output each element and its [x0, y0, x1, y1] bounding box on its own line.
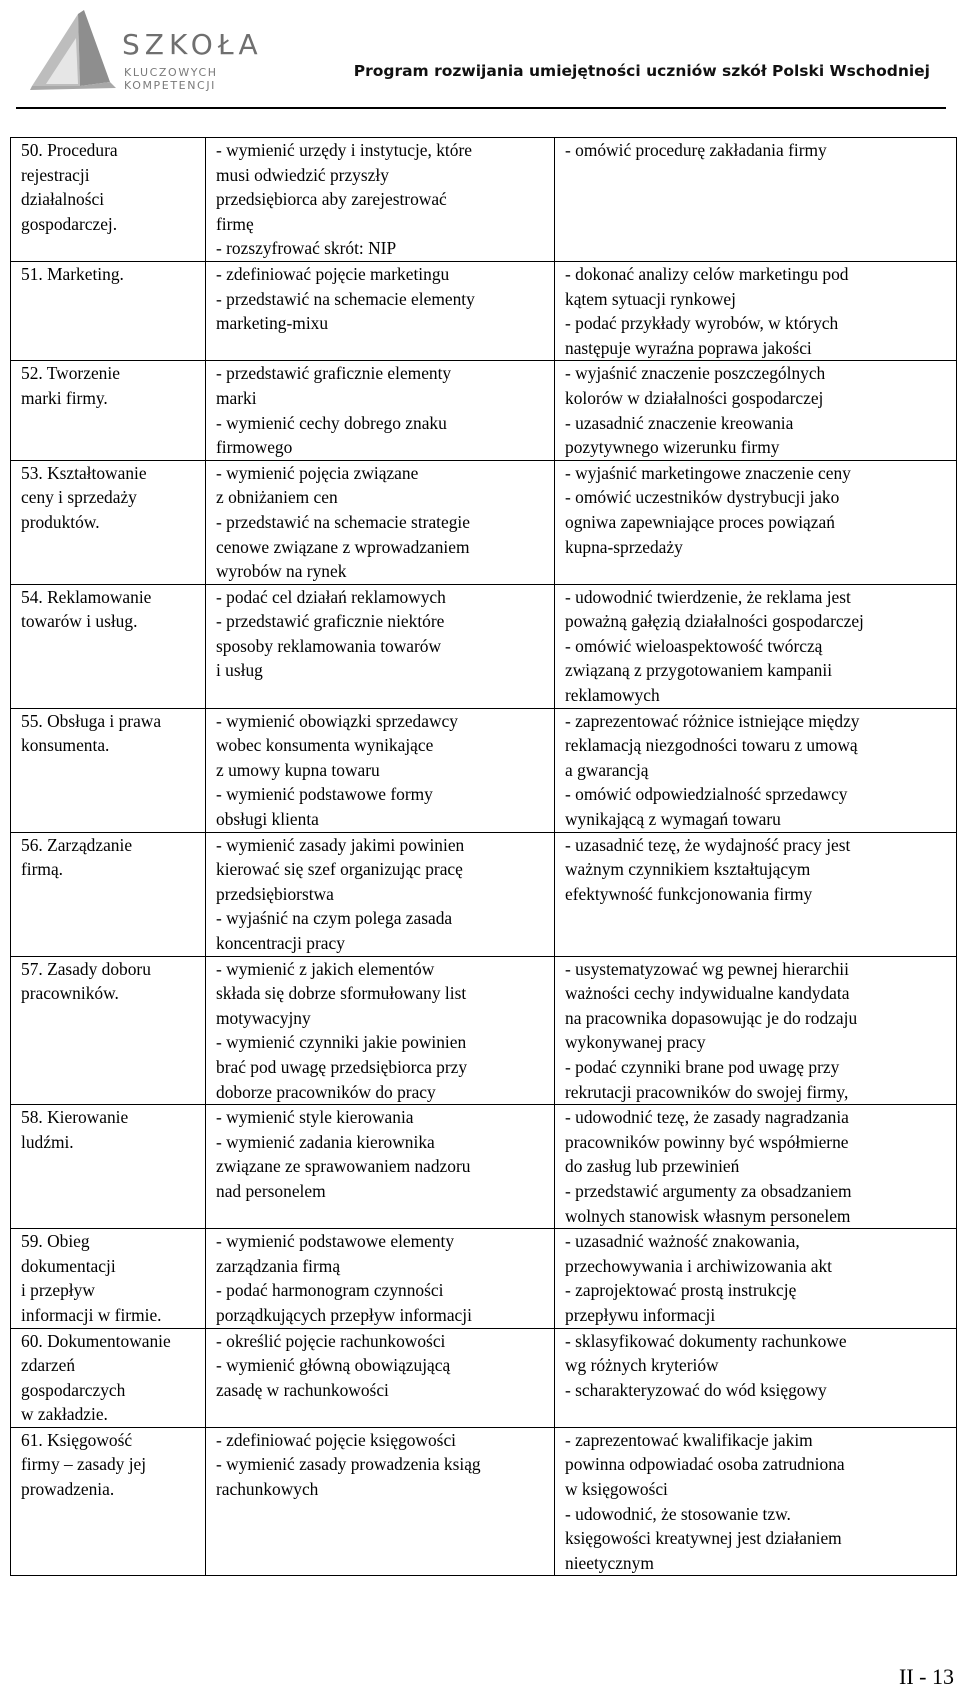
requirement-line: - wymienić podstawowe elementy — [216, 1231, 455, 1252]
requirement-line: - omówić odpowiedzialność sprzedawcy — [565, 784, 848, 805]
requirement-line: reklamowych — [565, 685, 660, 706]
topic-cell: 51. Marketing. — [11, 261, 206, 360]
requirement-line: na pracownika dopasowując je do rodzaju — [565, 1007, 858, 1028]
topic-cell: 58. Kierowanie ludźmi. — [11, 1105, 206, 1229]
requirement-line: księgowości kreatywnej jest działaniem — [565, 1528, 842, 1549]
basic-requirements-cell — [206, 1427, 555, 1576]
requirement-line: reklamacją niezgodności towaru z umową — [565, 735, 858, 756]
page-header — [0, 0, 960, 112]
requirement-line: wobec konsumenta wynikające — [216, 735, 434, 756]
requirement-line: firmowego — [216, 437, 293, 458]
extended-requirements-cell — [555, 956, 957, 1105]
requirement-line: wykonywanej pracy — [565, 1032, 706, 1053]
requirement-line: - udowodnić tezę, że zasady nagradzania — [565, 1107, 849, 1128]
basic-requirements-cell — [206, 956, 555, 1105]
table-row — [11, 261, 957, 360]
topic-cell: 60. Dokumentowanie zdarzeń gospodarczych w zakładzie. — [11, 1328, 206, 1427]
extended-requirements-cell — [555, 832, 957, 956]
requirement-line: - wymienić zasady jakimi powinien — [216, 834, 465, 855]
extended-requirements-cell — [555, 1427, 957, 1576]
requirement-line: przedsiębiorca aby zarejestrować — [216, 189, 447, 210]
requirement-line: - wymienić z jakich elementów — [216, 958, 435, 979]
requirement-line: - przedstawić graficznie elementy — [216, 363, 452, 384]
requirement-line: - udowodnić twierdzenie, że reklama jest — [565, 586, 851, 607]
requirement-line: - omówić wieloaspektowość twórczą — [565, 635, 823, 656]
page-number: II - 13 — [899, 1664, 954, 1689]
topic-cell: 54. Reklamowanie towarów i usług. — [11, 584, 206, 708]
requirement-line: - wymienić zadania kierownika — [216, 1131, 435, 1152]
extended-requirements-cell — [555, 1105, 957, 1229]
requirement-line: poważną gałęzią działalności gospodarczej — [565, 611, 864, 632]
requirement-line: a gwarancją — [565, 759, 649, 780]
requirement-line: - wymienić główną obowiązującą — [216, 1355, 451, 1376]
basic-requirements-cell — [206, 460, 555, 584]
requirement-line: porządkujących przepływ informacji — [216, 1304, 472, 1325]
requirement-line: - dokonać analizy celów marketingu pod — [565, 263, 849, 284]
extended-requirements-cell — [555, 584, 957, 708]
requirement-line: cenowe związane z wprowadzaniem — [216, 536, 470, 557]
curriculum-table-body — [11, 138, 957, 1576]
requirement-line: koncentracji pracy — [216, 933, 345, 953]
basic-requirements-cell — [206, 584, 555, 708]
requirement-line: przechowywania i archiwizowania akt — [565, 1255, 833, 1276]
requirement-line: doborze pracowników do pracy — [216, 1081, 436, 1102]
table-row — [11, 708, 957, 832]
basic-requirements-cell — [206, 1328, 555, 1427]
logo — [26, 8, 276, 90]
topic-cell: 59. Obieg dokumentacji i przepływ informacji w firmie. — [11, 1229, 206, 1328]
requirement-line: składa się dobrze sformułowany list — [216, 983, 467, 1004]
requirement-line: w księgowości — [565, 1479, 668, 1500]
basic-requirements-cell — [206, 261, 555, 360]
table-row — [11, 1105, 957, 1229]
requirement-line: przedsiębiorstwa — [216, 883, 334, 904]
requirement-line: ważności cechy indywidualne kandydata — [565, 983, 850, 1004]
program-title: Program rozwijania umiejętności uczniów szkół Polski Wschodniej — [353, 62, 930, 80]
extended-requirements-cell — [555, 361, 957, 460]
requirement-line: - zdefiniować pojęcie marketingu — [216, 263, 450, 284]
requirement-line: - usystematyzować wg pewnej hierarchii — [565, 958, 849, 979]
requirement-line: - omówić uczestników dystrybucji jako — [565, 487, 840, 508]
basic-requirements-cell — [206, 832, 555, 956]
requirement-line: - wymienić podstawowe formy — [216, 784, 433, 805]
requirement-line: - zdefiniować pojęcie księgowości — [216, 1429, 456, 1450]
requirement-line: ogniwa zapewniające proces powiązań — [565, 511, 835, 532]
requirement-line: wolnych stanowisk własnym personelem — [565, 1205, 851, 1226]
requirement-line: - omówić procedurę zakładania firmy — [565, 140, 827, 160]
requirement-line: - wymienić cechy dobrego znaku — [216, 412, 447, 433]
requirement-line: kątem sytuacji rynkowej — [565, 288, 736, 309]
requirement-line: - wymienić czynniki jakie powinien — [216, 1032, 467, 1053]
requirement-line: - zaprezentować różnice istniejące między — [565, 710, 860, 731]
requirement-line: - zaprezentować kwalifikacje jakim — [565, 1429, 813, 1450]
requirement-line: musi odwiedzić przyszły — [216, 164, 389, 185]
table-row — [11, 361, 957, 460]
requirement-line: pracowników powinny być współmierne — [565, 1131, 849, 1152]
table-row — [11, 584, 957, 708]
topic-cell: 56. Zarządzanie firmą. — [11, 832, 206, 956]
requirement-line: - wyjaśnić znaczenie poszczególnych — [565, 363, 826, 384]
extended-requirements-cell — [555, 1229, 957, 1328]
table-row — [11, 1427, 957, 1576]
requirement-line: obsługi klienta — [216, 809, 319, 830]
requirement-line: - zaprojektować prostą instrukcję — [565, 1280, 797, 1301]
requirement-line: - podać czynniki brane pod uwagę przy — [565, 1056, 840, 1077]
requirement-line: - scharakteryzować do wód księgowy — [565, 1379, 827, 1400]
requirement-line: marki — [216, 387, 257, 408]
table-row — [11, 1229, 957, 1328]
requirement-line: - wymienić obowiązki sprzedawcy — [216, 710, 458, 731]
topic-cell: 61. Księgowość firmy – zasady jej prowadzenia. — [11, 1427, 206, 1576]
requirement-line: - udowodnić, że stosowanie tzw. — [565, 1503, 791, 1524]
requirement-line: z umowy kupna towaru — [216, 759, 380, 780]
requirement-line: powinna odpowiadać osoba zatrudniona — [565, 1454, 845, 1475]
requirement-line: - uzasadnić tezę, że wydajność pracy jest — [565, 834, 851, 855]
requirement-line: nieetycznym — [565, 1552, 654, 1573]
table-row — [11, 460, 957, 584]
requirement-line: następuje wyraźna poprawa jakości — [565, 337, 812, 358]
requirement-line: zasadę w rachunkowości — [216, 1379, 389, 1400]
topic-cell: 55. Obsługa i prawa konsumenta. — [11, 708, 206, 832]
extended-requirements-cell — [555, 460, 957, 584]
table-row — [11, 138, 957, 262]
requirement-line: - podać przykłady wyrobów, w których — [565, 313, 839, 334]
requirement-line: - przedstawić argumenty za obsadzaniem — [565, 1180, 852, 1201]
requirement-line: - przedstawić na schemacie elementy — [216, 288, 475, 309]
logo-title: SZKOŁA — [122, 28, 263, 61]
table-row — [11, 1328, 957, 1427]
requirement-line: efektywność funkcjonowania firmy — [565, 883, 813, 904]
requirement-line: motywacyjny — [216, 1007, 311, 1028]
basic-requirements-cell — [206, 361, 555, 460]
requirement-line: z obniżaniem cen — [216, 487, 338, 508]
basic-requirements-cell — [206, 1105, 555, 1229]
requirement-line: i usług — [216, 660, 263, 681]
requirement-line: do zasług lub przewinień — [565, 1156, 740, 1177]
topic-cell: 52. Tworzenie marki firmy. — [11, 361, 206, 460]
header-divider — [16, 107, 946, 109]
topic-cell: 50. Procedura rejestracji działalności gospodarczej. — [11, 138, 206, 262]
requirement-line: brać pod uwagę przedsiębiorca przy — [216, 1056, 468, 1077]
requirement-line: marketing-mixu — [216, 313, 329, 334]
curriculum-table — [10, 137, 957, 1576]
requirement-line: - podać cel działań reklamowych — [216, 586, 446, 607]
requirement-line: kierować się szef organizując pracę — [216, 859, 463, 880]
requirement-line: pozytywnego wizerunku firmy — [565, 437, 780, 458]
requirement-line: ważnym czynnikiem kształtującym — [565, 859, 811, 880]
requirement-line: nad personelem — [216, 1180, 326, 1201]
requirement-line: - uzasadnić ważność znakowania, — [565, 1231, 800, 1252]
requirement-line: - wymienić urzędy i instytucje, które — [216, 140, 472, 160]
requirement-line: związane ze sprawowaniem nadzoru — [216, 1156, 471, 1177]
basic-requirements-cell — [206, 708, 555, 832]
table-row — [11, 956, 957, 1105]
requirement-line: firmę — [216, 213, 254, 234]
table-row — [11, 832, 957, 956]
topic-cell: 57. Zasady doboru pracowników. — [11, 956, 206, 1105]
requirement-line: - wymienić style kierowania — [216, 1107, 414, 1128]
requirement-line: kupna-sprzedaży — [565, 536, 683, 557]
requirement-line: zarządzania firmą — [216, 1255, 341, 1276]
requirement-line: rachunkowych — [216, 1479, 319, 1500]
extended-requirements-cell — [555, 261, 957, 360]
requirement-line: wg różnych kryteriów — [565, 1355, 719, 1376]
requirement-line: rekrutacji pracowników do swojej firmy, — [565, 1081, 849, 1102]
requirement-line: - przedstawić na schemacie strategie — [216, 511, 470, 532]
requirement-line: sposoby reklamowania towarów — [216, 635, 442, 656]
logo-emblem-icon — [26, 8, 122, 90]
requirement-line: - określić pojęcie rachunkowości — [216, 1330, 446, 1351]
requirement-line: - wyjaśnić na czym polega zasada — [216, 908, 453, 929]
basic-requirements-cell — [206, 138, 555, 262]
requirement-line: kolorów w działalności gospodarczej — [565, 387, 824, 408]
extended-requirements-cell — [555, 708, 957, 832]
extended-requirements-cell — [555, 138, 957, 262]
requirement-line: - rozszyfrować skrót: NIP — [216, 238, 397, 259]
requirement-line: związaną z przygotowaniem kampanii — [565, 660, 833, 681]
requirement-line: wynikającą z wymagań towaru — [565, 809, 781, 830]
topic-cell: 53. Kształtowanie ceny i sprzedaży produktów. — [11, 460, 206, 584]
requirement-line: - sklasyfikować dokumenty rachunkowe — [565, 1330, 847, 1351]
extended-requirements-cell — [555, 1328, 957, 1427]
basic-requirements-cell — [206, 1229, 555, 1328]
requirement-line: - podać harmonogram czynności — [216, 1280, 444, 1301]
requirement-line: - wyjaśnić marketingowe znaczenie ceny — [565, 462, 851, 483]
requirement-line: - wymienić pojęcia związane — [216, 462, 419, 483]
requirement-line: wyrobów na rynek — [216, 561, 347, 582]
requirement-line: - uzasadnić znaczenie kreowania — [565, 412, 794, 433]
logo-subtitle: KLUCZOWYCH KOMPETENCJI — [124, 66, 218, 92]
requirement-line: - przedstawić graficznie niektóre — [216, 611, 445, 632]
requirement-line: - wymienić zasady prowadzenia ksiąg — [216, 1454, 481, 1475]
requirement-line: przepływu informacji — [565, 1304, 716, 1325]
